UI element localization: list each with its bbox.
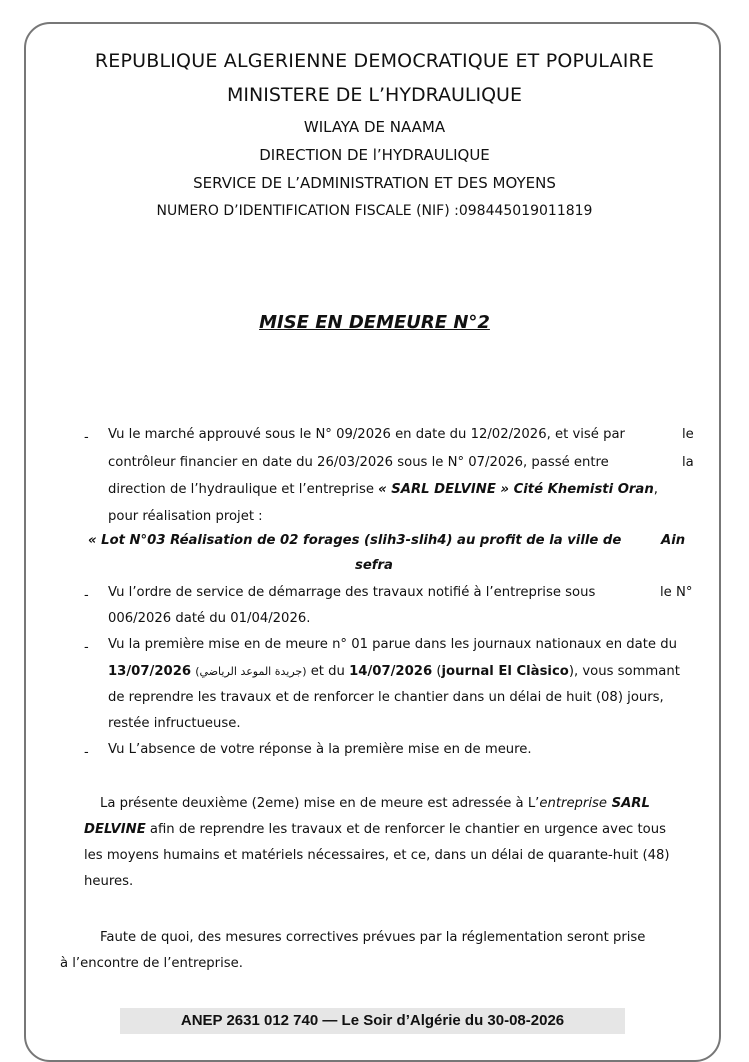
para1-text2: afin de reprendre les travaux et de renforcer le chantier en urgence avec tous <box>145 822 666 837</box>
item1-line1: Vu le marché approuvé sous le N° 09/2026 en date du 12/02/2026, et visé par <box>108 427 625 442</box>
item3-line2-end: ), vous sommant <box>568 664 680 679</box>
header-republic: REPUBLIQUE ALGERIENNE DEMOCRATIQUE ET POPULAIRE <box>94 50 655 72</box>
item3-paren: ( <box>432 664 442 679</box>
item3-and: et du <box>306 664 350 679</box>
para1-delvine: DELVINE <box>84 822 146 837</box>
item3-line2 <box>108 664 680 679</box>
date-2: 14/07/2026 <box>349 664 433 679</box>
date-1: 13/07/2026 <box>108 664 192 679</box>
lot-line2: sefra <box>355 558 393 573</box>
bullet-4: - <box>84 745 89 760</box>
item3-line1: Vu la première mise en de meure n° 01 parue dans les journaux nationaux en date du <box>108 637 677 652</box>
arabic-newspaper: (جريدة الموعد الرياضي) <box>195 665 307 678</box>
para2-line1: Faute de quoi, des mesures correctives prévues par la réglementation seront prise <box>100 930 646 945</box>
para1-text1: La présente deuxième (2eme) mise en de meure est adressée à L’ <box>100 796 540 811</box>
item3-line4: restée infructueuse. <box>108 716 241 731</box>
bullet-1: - <box>84 430 89 445</box>
para1-line1 <box>100 796 650 811</box>
para2-line2: à l’encontre de l’entreprise. <box>60 956 243 971</box>
para1-sarl: SARL <box>607 796 650 811</box>
header-service: SERVICE DE L’ADMINISTRATION ET DES MOYENS <box>193 174 556 192</box>
header-ministry: MINISTERE DE L’HYDRAULIQUE <box>227 84 522 106</box>
header-wilaya: WILAYA DE NAAMA <box>303 118 446 136</box>
item1-line2-end: la <box>682 455 694 470</box>
item1-line4: pour réalisation projet : <box>108 509 263 524</box>
item1-line3 <box>108 482 658 497</box>
page-title: MISE EN DEMEURE N°2 <box>259 312 490 333</box>
item1-line2: contrôleur financier en date du 26/03/2026 sous le N° 07/2026, passé entre <box>108 455 609 470</box>
item1-line3-comma: , <box>653 482 658 497</box>
lot-line1: « Lot N°03 Réalisation de 02 forages (slih3-slih4) au profit de la ville de <box>88 533 622 548</box>
header-nif: NUMERO D’IDENTIFICATION FISCALE (NIF) :098445019011819 <box>156 203 593 219</box>
item2-line1: Vu l’ordre de service de démarrage des travaux notifié à l’entreprise sous <box>108 585 596 600</box>
journal-name: journal El Clàsico <box>441 664 569 679</box>
item1-line3-text: direction de l’hydraulique et l’entreprise <box>108 482 379 497</box>
item2-line2: 006/2026 daté du 01/04/2026. <box>108 611 311 626</box>
lot-line1-end: Ain <box>661 533 686 548</box>
item2-line1-end: le N° <box>660 585 693 600</box>
item4-line1: Vu L’absence de votre réponse à la première mise en de meure. <box>108 742 532 757</box>
para1-enterprise: entreprise <box>539 796 607 811</box>
para1-line2 <box>84 822 666 837</box>
para1-line4: heures. <box>84 874 134 889</box>
company-name: « SARL DELVINE » Cité Khemisti Oran <box>378 482 654 497</box>
item1-line1-end: le <box>682 427 694 442</box>
para1-line3: les moyens humains et matériels nécessaires, et ce, dans un délai de quarante-huit (48) <box>84 848 670 863</box>
footer-anep: ANEP 2631 012 740 — Le Soir d’Algérie du 30-08-2026 <box>120 1008 625 1034</box>
bullet-3: - <box>84 640 89 655</box>
item3-line3: de reprendre les travaux et de renforcer le chantier dans un délai de huit (08) jours, <box>108 690 664 705</box>
bullet-2: - <box>84 588 89 603</box>
header-direction: DIRECTION DE l’HYDRAULIQUE <box>259 146 490 164</box>
